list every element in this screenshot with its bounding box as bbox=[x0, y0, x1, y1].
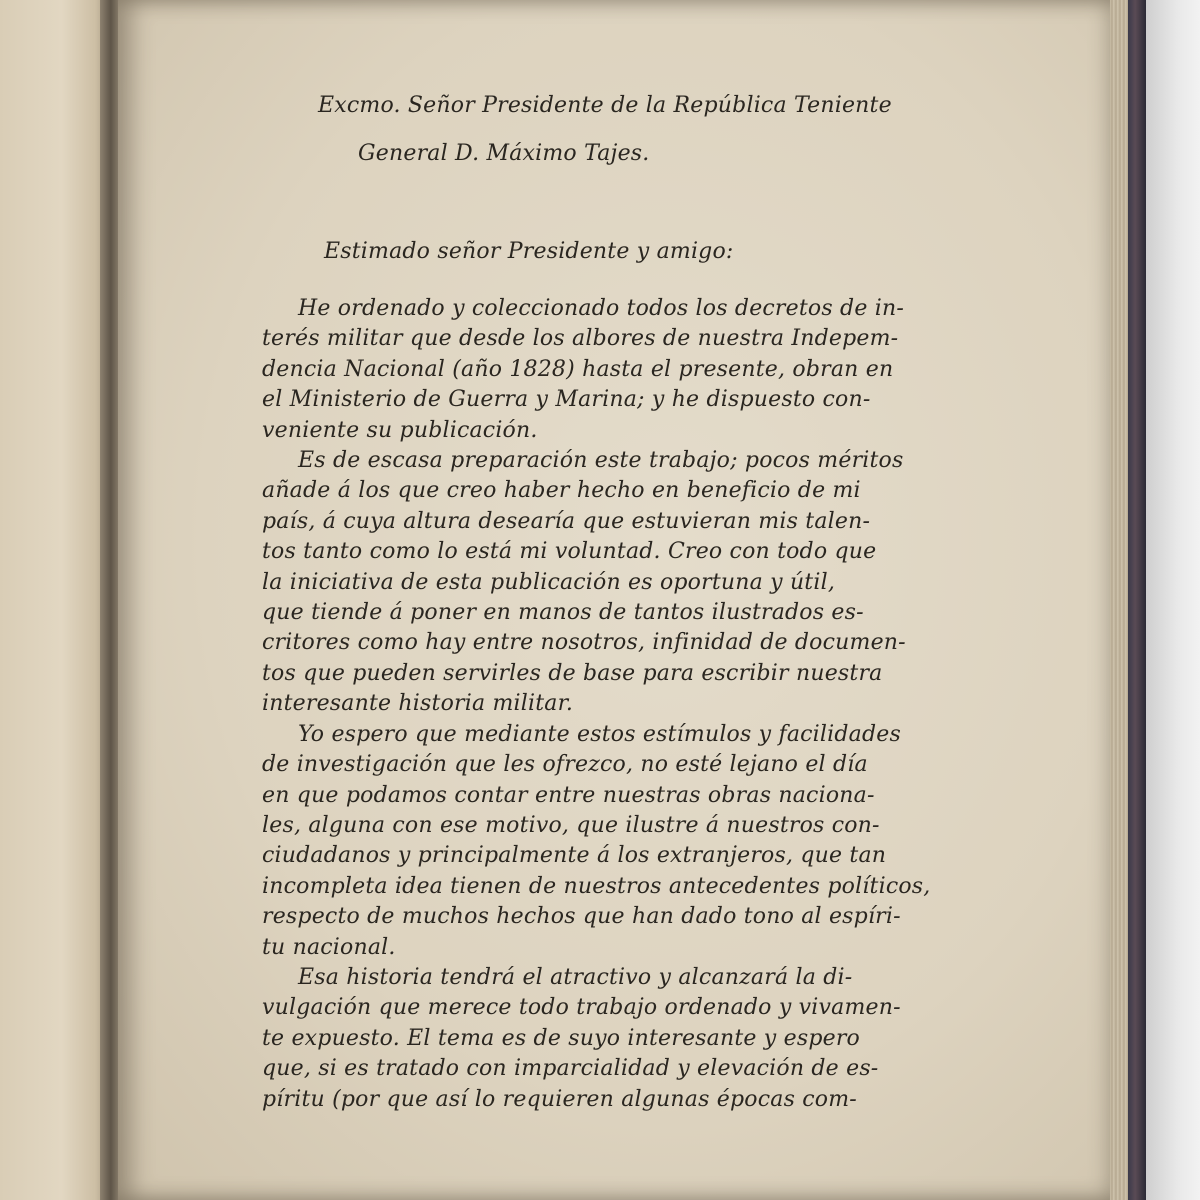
text-line: Esa historia tendrá el atractivo y alcanzará la di- bbox=[298, 964, 853, 990]
text-line: añade á los que creo haber hecho en beneficio de mi bbox=[262, 478, 861, 504]
text-line: incompleta idea tienen de nuestros antecedentes políticos, bbox=[262, 873, 931, 899]
text-line: tos que pueden servirles de base para escribir nuestra bbox=[262, 660, 883, 686]
paragraph bbox=[262, 720, 954, 963]
text-line: Es de escasa preparación este trabajo; pocos méritos bbox=[298, 448, 904, 474]
letter-body bbox=[262, 294, 954, 1115]
text-line: la iniciativa de esta publicación es oportuna y útil, bbox=[262, 569, 836, 595]
text-line: que tiende á poner en manos de tantos ilustrados es- bbox=[262, 600, 864, 626]
address-block bbox=[262, 82, 954, 178]
salutation: Estimado señor Presidente y amigo: bbox=[324, 239, 734, 264]
text-line: país, á cuya altura desearía que estuvieran mis talen- bbox=[262, 508, 871, 534]
text-line: tu nacional. bbox=[262, 934, 396, 960]
text-line: en que podamos contar entre nuestras obras naciona- bbox=[262, 782, 875, 808]
page-stack-edge bbox=[1110, 0, 1130, 1200]
book-cover-edge bbox=[1128, 0, 1146, 1200]
text-line: ciudadanos y principalmente á los extranjeros, que tan bbox=[262, 843, 887, 869]
text-line: el Ministerio de Guerra y Marina; y he dispuesto con- bbox=[262, 387, 871, 413]
text-line: de investigación que les ofrezco, no esté lejano el día bbox=[262, 752, 868, 778]
text-line: tos tanto como lo está mi voluntad. Creo con todo que bbox=[262, 539, 877, 565]
text-line: dencia Nacional (año 1828) hasta el presente, obran en bbox=[262, 356, 894, 382]
text-line: He ordenado y coleccionado todos los decretos de in- bbox=[298, 296, 904, 321]
background bbox=[1146, 0, 1200, 1200]
text-line: respecto de muchos hechos que han dado tono al espíri- bbox=[262, 904, 901, 930]
text-line: terés militar que desde los albores de nuestra Indepem- bbox=[262, 326, 899, 352]
text-line: interesante historia militar. bbox=[262, 691, 574, 717]
text-line: critores como hay entre nosotros, infinidad de documen- bbox=[262, 630, 906, 656]
address-line-2: General D. Máximo Tajes. bbox=[358, 141, 650, 166]
paragraph bbox=[262, 446, 954, 720]
address-line-1: Excmo. Señor Presidente de la República Teniente bbox=[318, 93, 892, 118]
text-line: vulgación que merece todo trabajo ordenado y vivamen- bbox=[262, 995, 901, 1021]
text-line: veniente su publicación. bbox=[262, 417, 538, 443]
text-line: te expuesto. El tema es de suyo interesante y espero bbox=[262, 1025, 860, 1051]
text-line: píritu (por que así lo requieren algunas épocas com- bbox=[262, 1086, 857, 1112]
previous-page-edge bbox=[0, 0, 112, 1200]
text-line: les, alguna con ese motivo, que ilustre á nuestros con- bbox=[262, 812, 880, 838]
text-line: Yo espero que mediante estos estímulos y facilidades bbox=[298, 721, 901, 747]
text-line: que, si es tratado con imparcialidad y elevación de es- bbox=[262, 1056, 879, 1082]
paragraph bbox=[262, 294, 954, 446]
paragraph bbox=[262, 963, 954, 1115]
